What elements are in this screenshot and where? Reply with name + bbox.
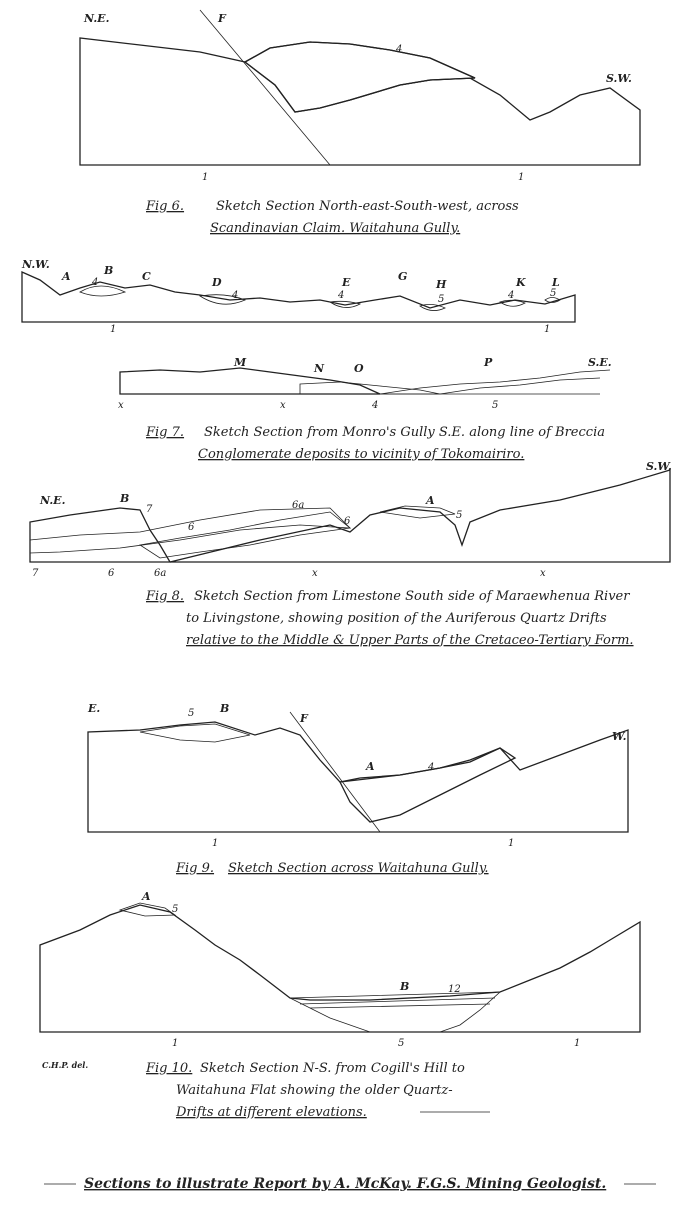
fig8-base-7: 7 [32,568,39,579]
fig7-label-m: M [234,356,247,369]
fig7-lower-unit-5: 5 [492,400,499,411]
fig8-unit-6a: 6a [292,500,305,511]
fig7-label-h: H [436,278,447,291]
fig10-caption-line2: Waitahuna Flat showing the older Quartz- [176,1083,453,1098]
fig8-label-a: A [426,494,435,507]
fig8-section [30,460,672,648]
fig7-label-p: P [484,356,493,369]
fig10-caption-line1: Sketch Section N-S. from Cogill's Hill to [200,1061,465,1076]
fig7-unit-5-h: 5 [438,294,445,305]
fig10-unit-12: 12 [448,984,461,995]
footer-title: Sections to illustrate Report by A. McKay. F.G.S. Mining Geologist. [84,1176,607,1192]
fig9-label-a: A [366,760,375,773]
fig10-caption-line3: Drifts at different elevations. [176,1105,367,1120]
fig10-label-a: A [142,890,151,903]
fig7-caption-line1: Sketch Section from Monro's Gully S.E. along line of Breccia [204,425,605,440]
fig9-unit-1-right: 1 [508,838,515,849]
fig7-lower-x1: x [118,400,124,411]
fig10-unit-5: 5 [398,1038,405,1049]
fig10-number: Fig 10. [146,1061,193,1076]
fig7-unit-4-b: 4 [92,277,99,288]
fig7-label-se: S.E. [588,356,612,369]
fig8-label-sw: S.W. [646,460,672,473]
fig7-label-nw: N.W. [22,258,50,271]
fig9-bedrock [88,722,628,832]
fig10-unit-5-top: 5 [172,904,179,915]
fig7-label-n: N [314,362,325,375]
fig6-label-sw: S.W. [606,72,632,85]
fig7-label-k: K [516,276,526,289]
fig7-lower-unit-4: 4 [372,400,379,411]
fig6-caption-line1: Sketch Section North-east-South-west, across [216,199,519,214]
plate-footer [44,1176,656,1192]
fig8-limestone-block [30,508,170,562]
fig7-label-l: L [552,276,560,289]
fig7-upper-bedrock [22,272,575,322]
fig10-label-b: B [400,980,410,993]
fig9-unit-1-left: 1 [212,838,219,849]
fig7-unit-4-e: 4 [338,290,345,301]
fig7-label-b: B [104,264,114,277]
fig9-caption: Sketch Section across Waitahuna Gully. [228,861,489,876]
fig7-unit-4-k: 4 [508,290,515,301]
fig7-unit-4-d: 4 [232,290,239,301]
fig9-unit-5: 5 [188,708,195,719]
fig8-unit-5: 5 [456,510,463,521]
fig8-unit-7: 7 [146,504,153,515]
fig6-unit-4: 4 [396,44,403,55]
fig7-lower-x2: x [280,400,286,411]
fig7-deposit-b [80,286,125,296]
fig7-caption-line2: Conglomerate deposits to vicinity of Tokomairiro. [198,447,525,462]
fig6-breccia-deposit [245,42,475,112]
fig8-base-x-left: x [312,568,318,579]
fig7-number: Fig 7. [146,425,185,440]
fig8-bedrock [170,470,670,562]
fig6-label-ne: N.E. [84,12,110,25]
fig8-unit-6-right: 6 [344,516,351,527]
fig9-number: Fig 9. [176,861,215,876]
fig7-label-d: D [212,276,222,289]
fig7-lower-bedrock [120,368,380,394]
fig6-section [80,10,640,236]
fig7-unit-1-left: 1 [110,324,117,335]
fig10-section [40,890,640,1120]
fig6-number: Fig 6. [146,199,185,214]
fig10-unit-1-left: 1 [172,1038,179,1049]
fig8-caption-line3: relative to the Middle & Upper Parts of the Cretaceo-Tertiary Form. [186,633,634,648]
fig7-unit-1-right: 1 [544,324,551,335]
fig8-number: Fig 8. [146,589,185,604]
fig9-label-fault: F [300,712,308,725]
fig8-label-ne: N.E. [40,494,66,507]
fig6-label-fault: F [218,12,226,25]
fig9-section [87,702,628,876]
fig8-deposit-a [380,506,455,518]
fig8-unit-6-left: 6 [188,522,195,533]
fig7-section-lower [118,356,612,462]
fig7-label-a: A [62,270,71,283]
fig6-unit-1-left: 1 [202,172,209,183]
fig10-deposit-b [290,992,500,1032]
fig7-label-o: O [354,362,364,375]
fig8-base-x-right: x [540,568,546,579]
fig6-unit-1-right: 1 [518,172,525,183]
fig7-label-c: C [142,270,151,283]
fig8-label-b: B [120,492,130,505]
fig8-layer-6a [140,512,350,558]
fig7-label-g: G [398,270,408,283]
fig7-unit-5-l: 5 [550,288,557,299]
fig7-lower-surface [380,370,610,394]
fig10-bedrock [40,905,640,1032]
fig10-unit-1-right: 1 [574,1038,581,1049]
fig7-label-e: E [342,276,351,289]
fig9-deposit-b [140,724,250,742]
fig8-caption-line1: Sketch Section from Limestone South side of Maraewhenua River [194,589,630,604]
fig9-unit-4: 4 [428,762,435,773]
fig8-caption-line2: to Livingstone, showing position of the Auriferous Quartz Drifts [186,611,607,626]
fig8-base-6: 6 [108,568,115,579]
fig8-base-6a: 6a [154,568,167,579]
fig7-section-upper [21,258,575,335]
fig9-label-w: W. [612,730,627,743]
fig9-label-e: E. [88,702,101,715]
fig9-label-b: B [220,702,230,715]
fig6-caption-line2: Scandinavian Claim. Waitahuna Gully. [210,221,461,236]
draughtsman-credit: C.H.P. del. [42,1060,89,1070]
